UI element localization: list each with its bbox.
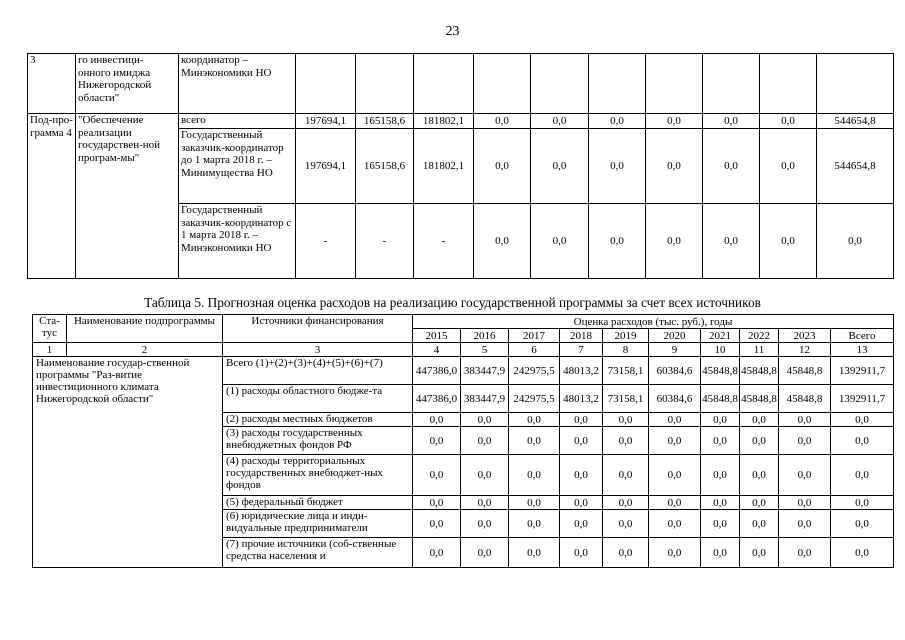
table-row [33,357,894,385]
value-cell: 45848,8 [779,385,831,413]
value-cell: 60384,6 [649,357,701,385]
column-number: 10 [701,343,740,357]
value-cell: 0,0 [603,413,649,427]
year-header: 2023 [779,329,831,343]
value-cell: 0,0 [509,496,560,510]
value-cell: 0,0 [474,204,531,279]
value-cell [817,54,894,114]
value-cell: 0,0 [831,496,894,510]
value-cell: 0,0 [509,413,560,427]
value-cell [414,54,474,114]
value-cell [646,54,703,114]
value-cell: 0,0 [740,510,779,538]
value-cell: 0,0 [701,510,740,538]
name-cell: "Обеспечение реализации государствен-ной програм-мы" [76,114,179,279]
value-cell: 0,0 [740,496,779,510]
source-cell: (2) расходы местных бюджетов [223,413,413,427]
value-cell: 0,0 [649,510,701,538]
value-cell: 45848,8 [779,357,831,385]
year-header: 2020 [649,329,701,343]
value-cell: 0,0 [649,455,701,496]
value-cell: 0,0 [701,455,740,496]
value-cell: 0,0 [649,427,701,455]
value-cell: 0,0 [603,455,649,496]
value-cell: 0,0 [509,455,560,496]
source-cell: (3) расходы государственных внебюджетных фондов РФ [223,427,413,455]
table-row [28,114,894,129]
forecast-expenses-table [32,314,894,568]
value-cell: 0,0 [740,455,779,496]
value-cell: 0,0 [560,413,603,427]
value-cell: 0,0 [740,427,779,455]
column-number: 11 [740,343,779,357]
value-cell: 0,0 [779,455,831,496]
value-cell: 181802,1 [414,129,474,204]
year-header: 2016 [461,329,509,343]
value-cell: 45848,8 [701,357,740,385]
value-cell: 0,0 [474,129,531,204]
value-cell [760,54,817,114]
value-cell: 181802,1 [414,114,474,129]
column-number: 5 [461,343,509,357]
source-cell: (6) юридические лица и инди-видуальные предприниматели [223,510,413,538]
value-cell [589,54,646,114]
value-cell: 0,0 [703,129,760,204]
header-status: Ста-тус [33,315,67,343]
program-name-cell: Наименование государ-ственной программы "Раз-витие инвестиционного климата Нижегородской области" [33,357,223,568]
column-number: 3 [223,343,413,357]
source-cell: Государственный заказчик-координатор с 1 марта 2018 г. – Минэкономики НО [179,204,296,279]
value-cell: 0,0 [560,510,603,538]
value-cell: 0,0 [740,538,779,568]
value-cell: 0,0 [760,114,817,129]
header-estimate: Оценка расходов (тыс. руб.), годы [413,315,894,329]
value-cell: 0,0 [560,427,603,455]
value-cell: 0,0 [413,427,461,455]
value-cell: 0,0 [531,129,589,204]
column-number: 9 [649,343,701,357]
value-cell: 0,0 [740,413,779,427]
value-cell [296,54,356,114]
value-cell: 0,0 [560,455,603,496]
value-cell: 0,0 [413,510,461,538]
value-cell: 0,0 [413,538,461,568]
table-caption: Таблица 5. Прогнозная оценка расходов на реализацию государственной программы за счет всех источников [144,295,761,310]
status-cell: Под-про-грамма 4 [28,114,76,279]
value-cell: 0,0 [589,204,646,279]
value-cell: 0,0 [461,455,509,496]
column-number: 12 [779,343,831,357]
value-cell: 242975,5 [509,385,560,413]
header-name: Наименование подпрограммы [67,315,223,343]
value-cell: 73158,1 [603,357,649,385]
source-cell: (7) прочие источники (соб-ственные средства населения и [223,538,413,568]
value-cell: 0,0 [531,114,589,129]
value-cell: 1392911,7 [831,357,894,385]
column-number-row [33,343,894,357]
value-cell: 0,0 [779,413,831,427]
value-cell: 0,0 [831,427,894,455]
value-cell: 0,0 [413,413,461,427]
table-row [28,54,894,114]
source-cell: (5) федеральный бюджет [223,496,413,510]
column-number: 1 [33,343,67,357]
value-cell: 0,0 [646,129,703,204]
header-row [33,315,894,329]
column-number: 8 [603,343,649,357]
value-cell: 0,0 [703,114,760,129]
name-cell: го инвестици-онного имиджа Нижегородской области" [76,54,179,114]
value-cell: - [296,204,356,279]
value-cell: 0,0 [649,538,701,568]
value-cell: 0,0 [646,114,703,129]
value-cell: 383447,9 [461,357,509,385]
value-cell: 73158,1 [603,385,649,413]
value-cell: 0,0 [509,538,560,568]
value-cell: 197694,1 [296,129,356,204]
value-cell: 0,0 [817,204,894,279]
value-cell: 0,0 [461,496,509,510]
value-cell: 48013,2 [560,385,603,413]
value-cell: 0,0 [461,538,509,568]
value-cell: 0,0 [701,496,740,510]
value-cell: 0,0 [779,510,831,538]
value-cell: 0,0 [509,510,560,538]
value-cell: 0,0 [831,455,894,496]
value-cell: 45848,8 [701,385,740,413]
value-cell: 165158,6 [356,129,414,204]
value-cell: 0,0 [649,413,701,427]
value-cell: 0,0 [760,204,817,279]
value-cell: 0,0 [531,204,589,279]
value-cell [703,54,760,114]
source-cell: всего [179,114,296,129]
value-cell [474,54,531,114]
value-cell: 0,0 [779,427,831,455]
year-header: 2015 [413,329,461,343]
value-cell: 0,0 [474,114,531,129]
value-cell: 0,0 [413,496,461,510]
value-cell: 0,0 [603,538,649,568]
year-header: 2019 [603,329,649,343]
page-number: 23 [445,24,460,39]
value-cell: 0,0 [461,427,509,455]
value-cell: 0,0 [509,427,560,455]
value-cell: 447386,0 [413,385,461,413]
value-cell: 383447,9 [461,385,509,413]
value-cell: 0,0 [701,538,740,568]
source-cell: (4) расходы территориальных государственных внебюджет-ных фондов [223,455,413,496]
value-cell [356,54,414,114]
value-cell: 0,0 [560,496,603,510]
column-number: 4 [413,343,461,357]
year-header: Всего [831,329,894,343]
column-number: 13 [831,343,894,357]
column-number: 7 [560,343,603,357]
year-header: 2017 [509,329,560,343]
value-cell: 0,0 [779,538,831,568]
subprogram-funding-table [27,53,894,279]
value-cell: - [414,204,474,279]
source-cell: Государственный заказчик-координатор до 1 марта 2018 г. – Минимущества НО [179,129,296,204]
value-cell: 45848,8 [740,385,779,413]
value-cell: 0,0 [589,129,646,204]
source-cell: координатор – Минэкономики НО [179,54,296,114]
value-cell: 544654,8 [817,129,894,204]
value-cell: 0,0 [589,114,646,129]
value-cell: - [356,204,414,279]
value-cell: 48013,2 [560,357,603,385]
value-cell: 1392911,7 [831,385,894,413]
value-cell [531,54,589,114]
value-cell: 0,0 [560,538,603,568]
source-cell: Всего (1)+(2)+(3)+(4)+(5)+(6)+(7) [223,357,413,385]
column-number: 2 [67,343,223,357]
value-cell: 0,0 [603,427,649,455]
value-cell: 0,0 [831,510,894,538]
value-cell: 242975,5 [509,357,560,385]
value-cell: 0,0 [649,496,701,510]
value-cell: 0,0 [703,204,760,279]
value-cell: 0,0 [701,413,740,427]
value-cell: 165158,6 [356,114,414,129]
value-cell: 0,0 [646,204,703,279]
value-cell: 0,0 [413,455,461,496]
value-cell: 544654,8 [817,114,894,129]
year-header: 2018 [560,329,603,343]
year-header: 2021 [701,329,740,343]
value-cell: 60384,6 [649,385,701,413]
value-cell: 0,0 [831,538,894,568]
value-cell: 45848,8 [740,357,779,385]
year-header: 2022 [740,329,779,343]
status-cell: 3 [28,54,76,114]
value-cell: 0,0 [779,496,831,510]
value-cell: 0,0 [760,129,817,204]
value-cell: 0,0 [701,427,740,455]
value-cell: 0,0 [461,413,509,427]
value-cell: 197694,1 [296,114,356,129]
value-cell: 447386,0 [413,357,461,385]
value-cell: 0,0 [603,510,649,538]
column-number: 6 [509,343,560,357]
value-cell: 0,0 [831,413,894,427]
value-cell: 0,0 [603,496,649,510]
source-cell: (1) расходы областного бюдже-та [223,385,413,413]
header-sources: Источники финансирования [223,315,413,343]
value-cell: 0,0 [461,510,509,538]
